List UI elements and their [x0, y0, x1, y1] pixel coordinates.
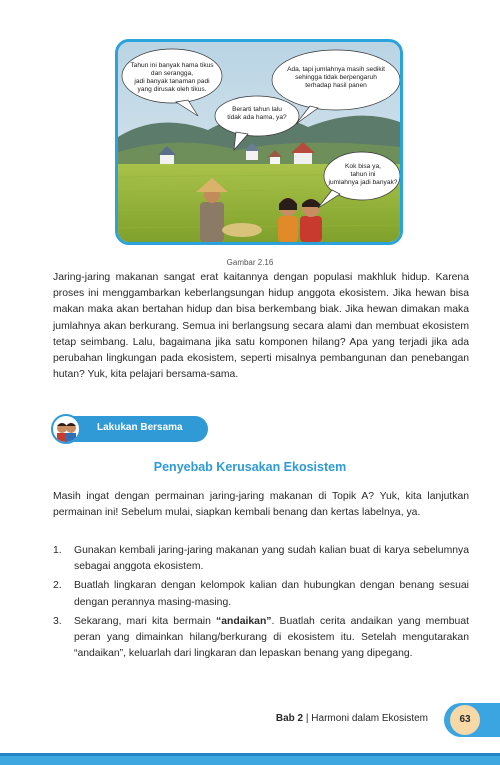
- footer-separator: |: [303, 713, 312, 724]
- activity-badge: [51, 414, 210, 444]
- list-item: [53, 614, 469, 663]
- boy-figure: [300, 199, 322, 242]
- activity-label: Lakukan Bersama: [97, 422, 183, 433]
- step-keyword: “andaikan”: [216, 615, 272, 627]
- speech-bubble-2: Ada, tapi jumlahnya masih sedikit sehingga tidak berpengaruh terhadap hasil panen: [287, 66, 385, 89]
- girl-figure: [278, 198, 298, 242]
- step-text: Buatlah lingkaran dengan kelompok kalian dan hubungkan dengan benang sesuai dengan perannya masing-masing.: [74, 580, 469, 608]
- chapter-title: Harmoni dalam Ekosistem: [311, 713, 428, 724]
- chapter-label: Bab 2: [275, 713, 304, 724]
- speech-bubble-3: Berarti tahun lalu tidak ada hama, ya?: [227, 106, 287, 121]
- speech-bubble-1: Tahun ini banyak hama tikus dan serangga, jadi banyak tanaman padi yang dirusak oleh tikus.: [130, 62, 214, 93]
- bottom-bar-stripe: [0, 753, 500, 756]
- page-number: 63: [450, 705, 480, 735]
- figure-caption: Gambar 2.16: [226, 258, 274, 267]
- section-title: Penyebab Kerusakan Ekosistem: [153, 460, 347, 474]
- step-number: 1.: [53, 545, 62, 556]
- steps-list: [53, 543, 469, 665]
- illustration-figure: [115, 39, 403, 245]
- list-item: [53, 543, 469, 575]
- kids-icon: [51, 414, 81, 444]
- speech-bubble-4: Kok bisa ya, tahun ini jumlahnya jadi banyak?: [328, 163, 398, 186]
- step-text: Sekarang, mari kita bermain “andaikan”. Buatlah cerita andaikan yang membuat peran yang dimainkan hilang/berkurang di ekosistem itu. Setelah mengutarakan “andaikan”, keluarlah dari lingkaran dan lepaskan benang yang dipegang.: [74, 615, 469, 660]
- step-number: 3.: [53, 615, 62, 627]
- step-text: Gunakan kembali jaring-jaring makanan yang sudah kalian buat di karya sebelumnya sebagai anggota ekosistem.: [74, 545, 469, 573]
- page-footer: [276, 713, 428, 724]
- intro-paragraph: Jaring-jaring makanan sangat erat kaitannya dengan populasi makhluk hidup. Karena proses ini menggambarkan keberlangsungan hidup anggota ekosistem. Jika hewan bisa makan maka akan bertahan hidup dan bisa berkembang biak. Jika hewan dimakan maka jumlahnya akan berkurang. Semua ini berlangsung secara alami dan membuat ekosistem tetap seimbang. Lalu, bagaimana jika satu komponen hilang? Apa yang terjadi jika ada perubahan lingkungan pada ekosistem, seperti misalnya pembangunan dan penebangan hutan? Yuk, kita pelajari bersama-sama.: [53, 272, 469, 381]
- list-item: [53, 578, 469, 610]
- step-number: 2.: [53, 580, 62, 592]
- section-paragraph: Masih ingat dengan permainan jaring-jaring makanan di Topik A? Yuk, kita lanjutkan permainan ini! Sebelum mulai, siapkan kembali benang dan kertas labelnya, ya.: [53, 491, 469, 519]
